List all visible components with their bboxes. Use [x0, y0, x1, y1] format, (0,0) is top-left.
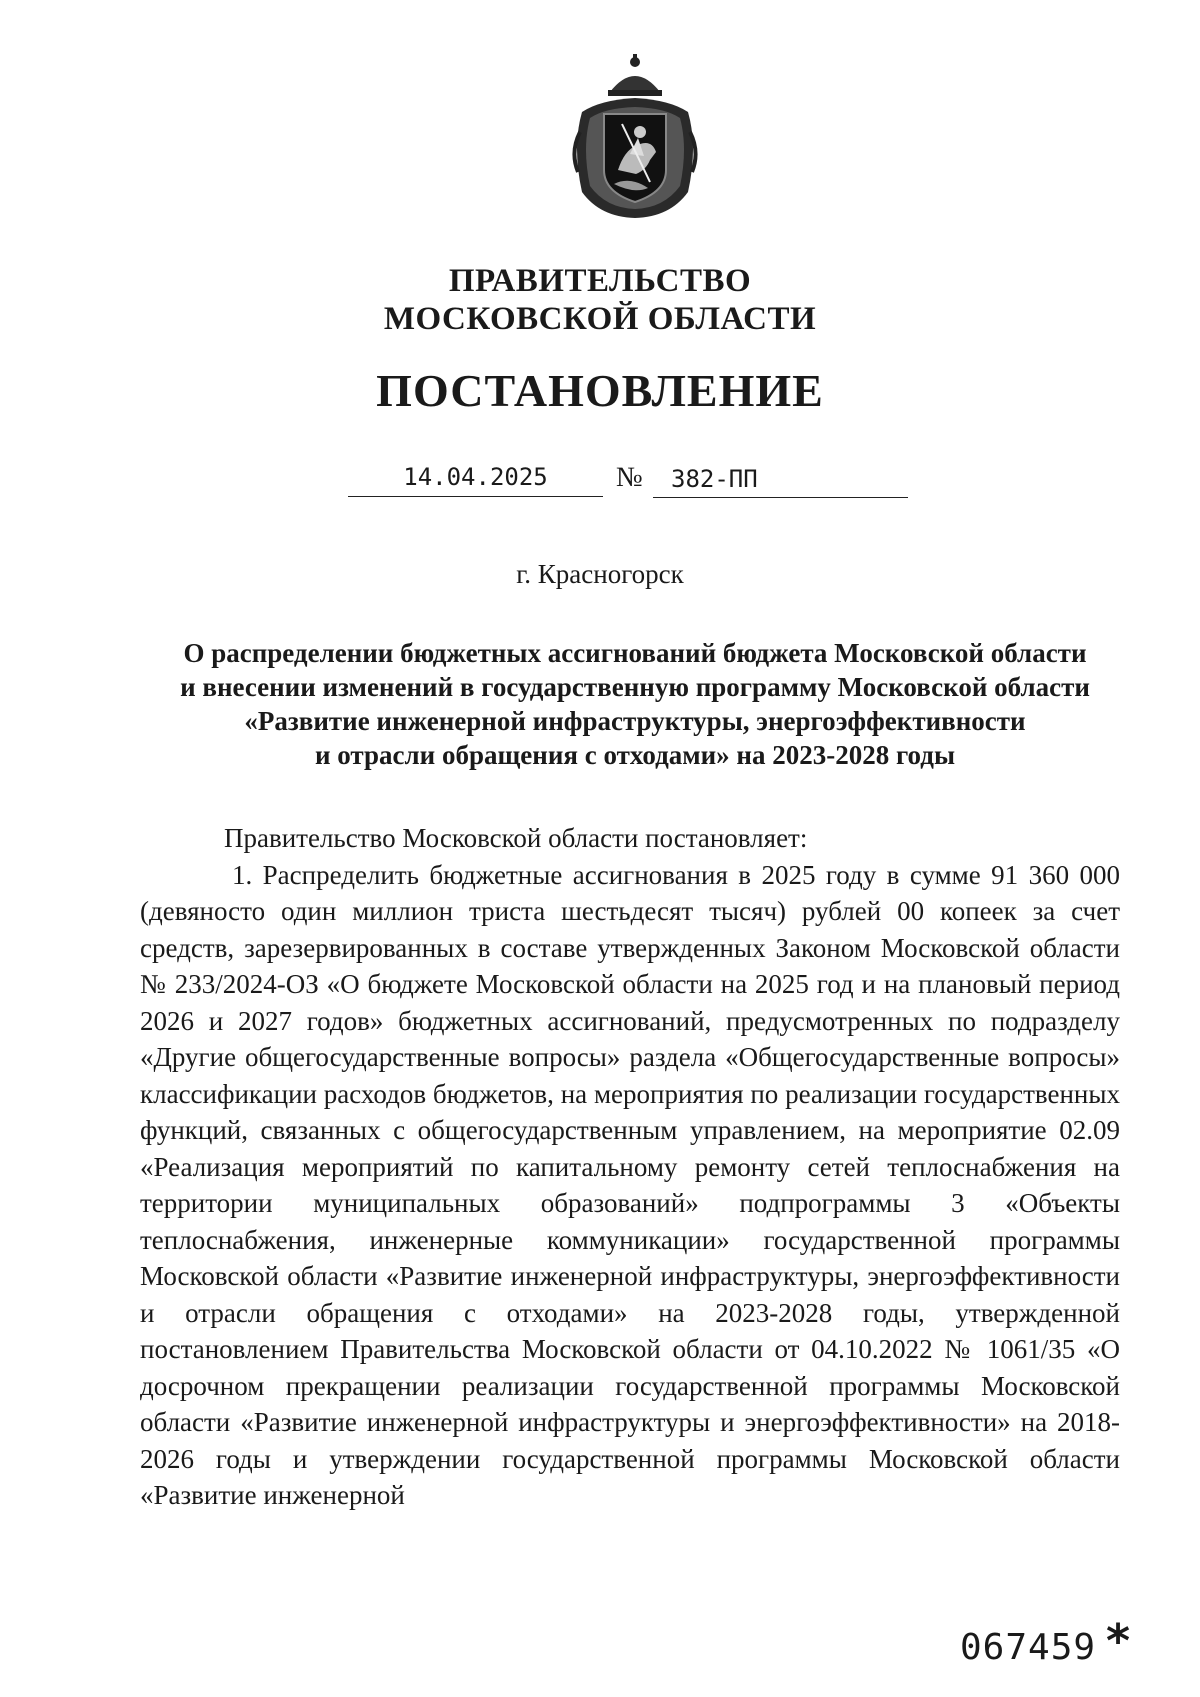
title-line-3: «Развитие инженерной инфраструктуры, энергоэффективности [244, 706, 1026, 736]
document-title [140, 636, 1130, 772]
city-of-issue: г. Красногорск [516, 559, 684, 589]
resolution-intro: Правительство Московской области постановляет: [224, 823, 808, 853]
coat-of-arms-icon [570, 52, 700, 220]
title-line-4: и отрасли обращения с отходами» на 2023-2028 годы [314, 740, 956, 770]
government-name-line1: ПРАВИТЕЛЬСТВО [448, 263, 752, 299]
registration-line [348, 462, 908, 502]
title-line-1: О распределении бюджетных ассигнований бюджета Московской области [183, 638, 1087, 668]
title-line-2: и внесении изменений в государственную программу Московской области [180, 672, 1090, 702]
paragraph-1: 1. Распределить бюджетные ассигнования в 2025 году в сумме 91 360 000 (девяносто один миллион триста шестьдесят тысяч) рублей 00 копеек за счет средств, зарезервированных в составе утвержденных Законом Московской области № 233/2024-ОЗ «О бюджете Московской области на 2025 год и на плановый период 2026 и 2027 годов» бюджетных ассигнований, предусмотренных по подразделу «Другие общегосударственные вопросы» раздела «Общегосударственные вопросы» классификации расходов бюджетов, на мероприятия по реализации государственных функций, связанных с общегосударственным управлением, на мероприятие 02.09 «Реализация мероприятий по капитальному ремонту сетей теплоснабжения на территории муниципальных образований» подпрограммы 3 «Объекты теплоснабжения, инженерные коммуникации» государственной программы Московской области «Развитие инженерной инфраструктуры, энергоэффективности и отрасли обращения с отходами» на 2023-2028 годы, утвержденной постановлением Правительства Московской области от 04.10.2022 № 1061/35 «О досрочном прекращении реализации государственной программы Московской области «Развитие инженерной инфраструктуры и энергоэффективности» на 2018-2026 годы и утверждении государственной программы Московской области «Развитие инженерной [140, 859, 1120, 1510]
document-type: ПОСТАНОВЛЕНИЕ [376, 365, 824, 416]
document-body [140, 820, 1120, 1514]
government-name-line2: МОСКОВСКОЙ ОБЛАСТИ [383, 301, 817, 337]
number-sign: № [616, 462, 643, 493]
document-number: 382-ПП [653, 462, 908, 498]
asterisk-icon: * [1106, 1614, 1131, 1668]
document-date: 14.04.2025 [348, 462, 603, 497]
form-serial-number: 067459 [960, 1627, 1097, 1668]
